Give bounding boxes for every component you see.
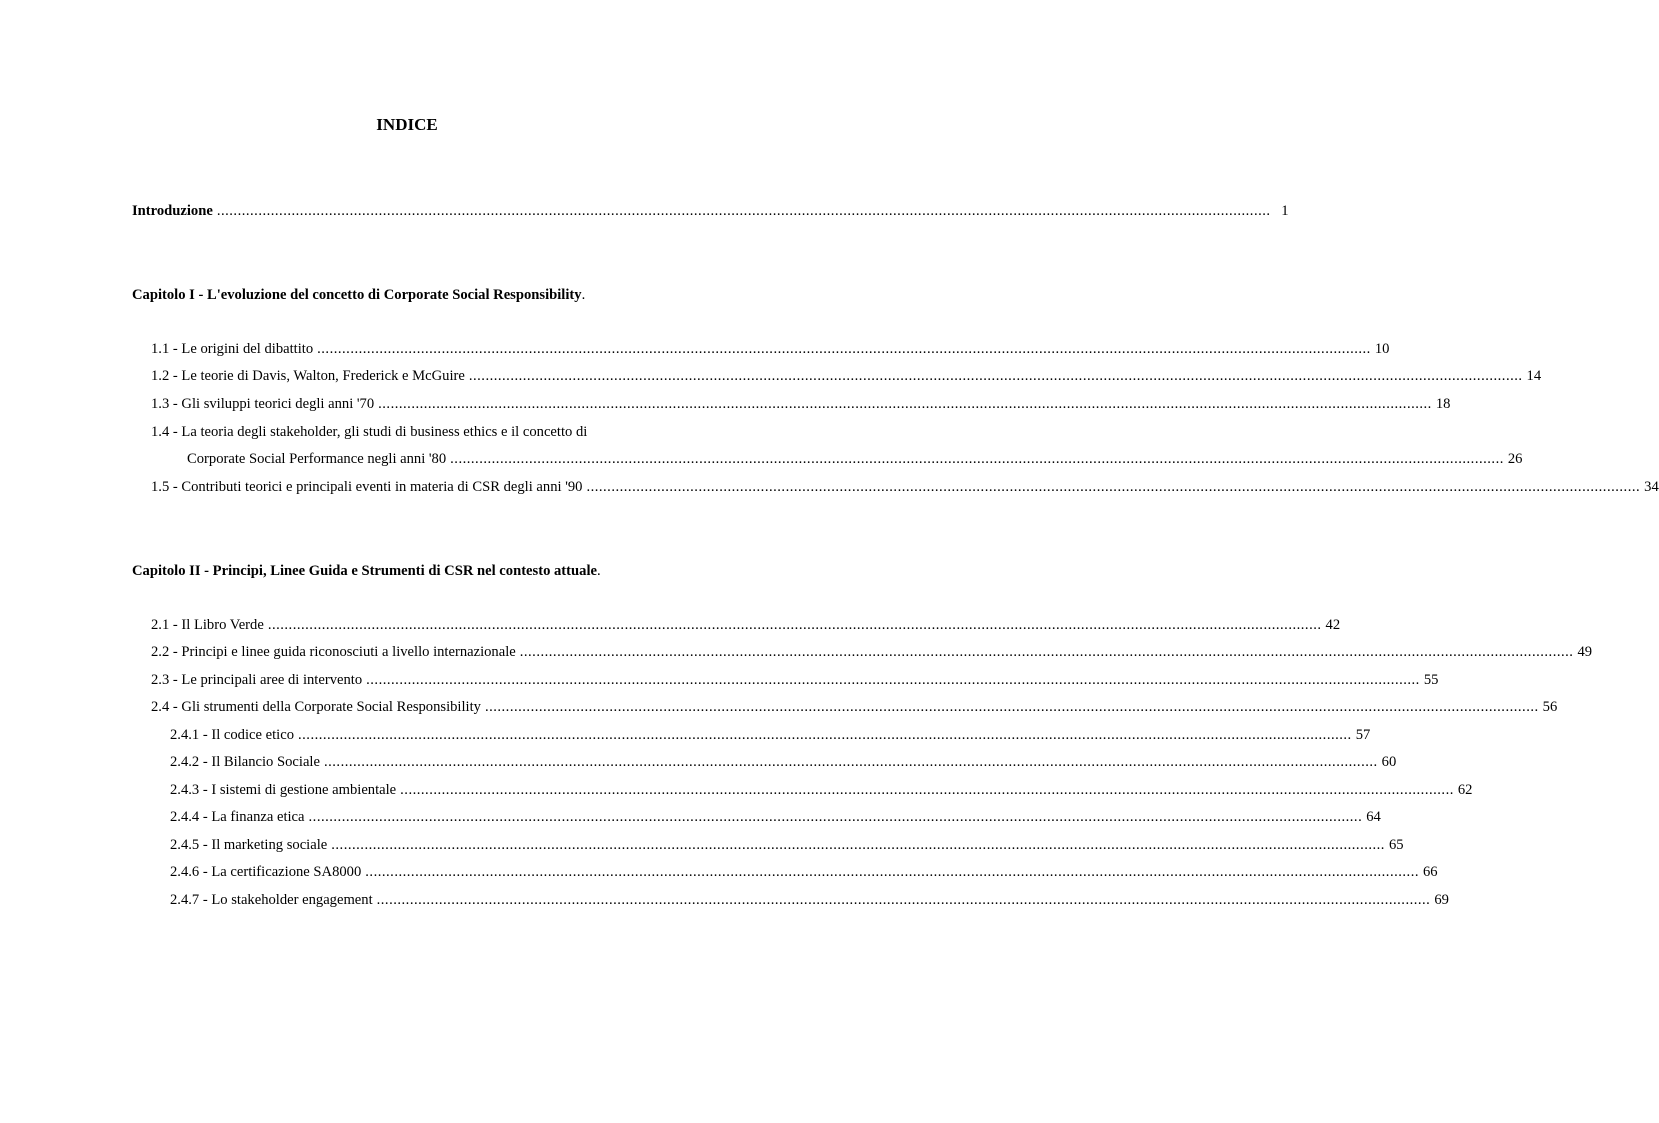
toc-entry-2-4-4[interactable] bbox=[170, 807, 1381, 827]
toc-entry-label: 2.4.2 - Il Bilancio Sociale bbox=[170, 754, 320, 770]
dot-leader: .............................................................................................................................................................................................................................................................. bbox=[376, 892, 1431, 908]
dot-leader: .............................................................................................................................................................................................................................................................. bbox=[267, 617, 1322, 633]
dot-leader: .............................................................................................................................................................................................................................................................. bbox=[216, 203, 1271, 219]
toc-entry-2-4[interactable] bbox=[151, 697, 1558, 717]
toc-entry-label: 2.3 - Le principali aree di intervento bbox=[151, 672, 363, 688]
toc-entry-2-4-7[interactable] bbox=[170, 890, 1449, 910]
dot-leader: .............................................................................................................................................................................................................................................................. bbox=[450, 451, 1504, 467]
page-title: INDICE bbox=[376, 115, 438, 134]
dot-leader: .............................................................................................................................................................................................................................................................. bbox=[519, 644, 1574, 660]
dot-leader: .............................................................................................................................................................................................................................................................. bbox=[484, 699, 1539, 715]
dot-leader: .............................................................................................................................................................................................................................................................. bbox=[378, 396, 1432, 412]
dot-leader: .............................................................................................................................................................................................................................................................. bbox=[468, 368, 1523, 384]
toc-entry-label: 2.4.1 - Il codice etico bbox=[170, 727, 294, 743]
dot-leader: .............................................................................................................................................................................................................................................................. bbox=[586, 479, 1641, 495]
toc-entry-2-2[interactable] bbox=[151, 642, 1593, 662]
toc-entry-1-2[interactable] bbox=[151, 366, 1542, 386]
toc-entry-label: Introduzione bbox=[132, 203, 213, 219]
chapter-heading-1 bbox=[132, 285, 585, 305]
toc-entry-2-4-6[interactable] bbox=[170, 862, 1438, 882]
toc-entry-label: 2.2 - Principi e linee guida riconosciuti a livello internazionale bbox=[151, 644, 516, 660]
toc-page-number: 49 bbox=[1577, 644, 1593, 660]
chapter-title-period: . bbox=[596, 563, 601, 579]
toc-entry-introduzione[interactable] bbox=[132, 201, 1289, 221]
toc-entry-label: 1.5 - Contributi teorici e principali eventi in materia di CSR degli anni '90 bbox=[151, 479, 583, 495]
toc-page-number: 34 bbox=[1644, 479, 1659, 495]
toc-entry-1-4[interactable] bbox=[151, 422, 682, 442]
toc-entry-label: 2.4 - Gli strumenti della Corporate Social Responsibility bbox=[151, 699, 481, 715]
toc-entry-2-4-5[interactable] bbox=[170, 835, 1404, 855]
toc-entry-1-1[interactable] bbox=[151, 339, 1390, 359]
toc-page-number: 18 bbox=[1435, 396, 1451, 412]
toc-entry-1-4-continuation[interactable] bbox=[187, 449, 1523, 469]
chapter-title: Capitolo II - Principi, Linee Guida e Strumenti di CSR nel contesto attuale bbox=[132, 563, 597, 579]
chapter-heading-2 bbox=[132, 561, 601, 581]
toc-entry-2-4-1[interactable] bbox=[170, 725, 1371, 745]
toc-entry-label: 2.4.5 - Il marketing sociale bbox=[170, 837, 328, 853]
toc-page-number: 26 bbox=[1507, 451, 1523, 467]
toc-entry-label: 2.4.7 - Lo stakeholder engagement bbox=[170, 892, 373, 908]
toc-page-number: 64 bbox=[1366, 809, 1381, 825]
chapter-title-period: . bbox=[581, 287, 586, 303]
toc-entry-label: 2.4.6 - La certificazione SA8000 bbox=[170, 864, 362, 880]
toc-entry-2-3[interactable] bbox=[151, 670, 1439, 690]
toc-page-number: 69 bbox=[1434, 892, 1449, 908]
toc-entry-label: 1.3 - Gli sviluppi teorici degli anni '70 bbox=[151, 396, 375, 412]
toc-page-number: 56 bbox=[1542, 699, 1558, 715]
toc-entry-2-4-3[interactable] bbox=[170, 780, 1473, 800]
toc-page-number: 10 bbox=[1374, 341, 1390, 357]
dot-leader: .............................................................................................................................................................................................................................................................. bbox=[317, 341, 1371, 357]
toc-page-number: 14 bbox=[1526, 368, 1542, 384]
toc-page-number: 60 bbox=[1381, 754, 1397, 770]
toc-entry-label: 1.4 - La teoria degli stakeholder, gli studi di business ethics e il concetto di bbox=[151, 424, 588, 440]
toc-entry-label: 1.1 - Le origini del dibattito bbox=[151, 341, 314, 357]
dot-leader: .............................................................................................................................................................................................................................................................. bbox=[400, 782, 1454, 798]
toc-page-number: 66 bbox=[1422, 864, 1438, 880]
toc-entry-label: 1.2 - Le teorie di Davis, Walton, Frederick e McGuire bbox=[151, 368, 465, 384]
dot-leader: .............................................................................................................................................................................................................................................................. bbox=[323, 754, 1378, 770]
dot-leader: .............................................................................................................................................................................................................................................................. bbox=[365, 864, 1419, 880]
toc-entry-label: 2.4.3 - I sistemi di gestione ambientale bbox=[170, 782, 397, 798]
toc-entry-label: 2.4.4 - La finanza etica bbox=[170, 809, 305, 825]
dot-leader: .............................................................................................................................................................................................................................................................. bbox=[366, 672, 1420, 688]
toc-entry-label: 2.1 - Il Libro Verde bbox=[151, 617, 264, 633]
toc-entry-1-5[interactable] bbox=[151, 477, 1659, 497]
toc-page-number: 55 bbox=[1423, 672, 1439, 688]
toc-page-number: 65 bbox=[1388, 837, 1404, 853]
dot-leader: .............................................................................................................................................................................................................................................................. bbox=[298, 727, 1352, 743]
toc-page-number: 57 bbox=[1355, 727, 1371, 743]
toc-entry-label-continuation: Corporate Social Performance negli anni '80 bbox=[187, 451, 447, 467]
chapter-title: Capitolo I - L'evoluzione del concetto di Corporate Social Responsibility bbox=[132, 287, 582, 303]
toc-page-number: 62 bbox=[1457, 782, 1473, 798]
toc-entry-2-4-2[interactable] bbox=[170, 752, 1397, 772]
toc-page-number: 1 bbox=[1281, 203, 1289, 219]
dot-leader: .............................................................................................................................................................................................................................................................. bbox=[308, 809, 1363, 825]
toc-entry-1-3[interactable] bbox=[151, 394, 1451, 414]
toc-page-number: 42 bbox=[1325, 617, 1341, 633]
dot-leader: .............................................................................................................................................................................................................................................................. bbox=[331, 837, 1385, 853]
toc-entry-2-1[interactable] bbox=[151, 615, 1341, 635]
